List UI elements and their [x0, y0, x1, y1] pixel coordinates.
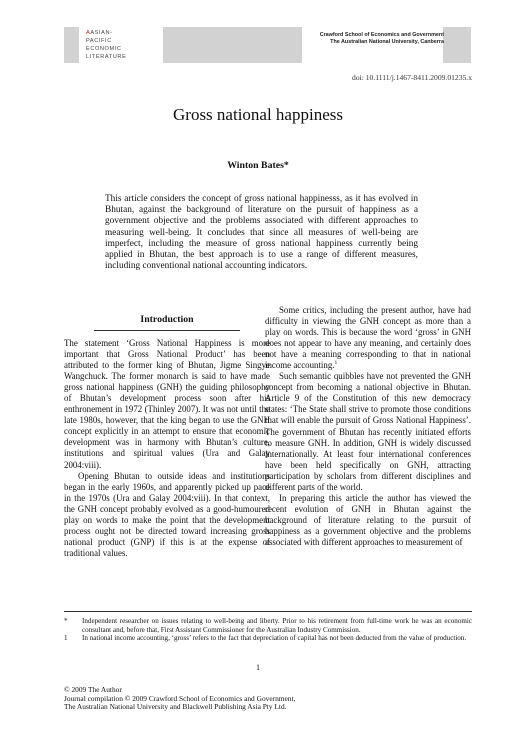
right-paragraph-2: Such semantic quibbles have not prevented the GNH concept from becoming a national objective in Bhutan. Article 9 of the Constitution of this new democracy states: ‘The State shall strive to promote those conditions that will enable the pursuit of Gross National Happiness’. The government of Bhutan has recently initiated efforts to measure GNH. In addition, GNH is widely discussed internationally. At least four international conferences have been held specifically on GNH, attracting participation by scholars from different disciplines and different parts of the world.: [265, 371, 471, 492]
publisher-line-2: The Australian National University, Canberra: [330, 39, 444, 45]
footnotes: [64, 617, 472, 643]
logo-line-4: LITERATURE: [86, 54, 127, 60]
footnote-mark: 1: [64, 634, 68, 643]
journal-logo: [86, 29, 126, 61]
logo-line-1: ASIAN-: [90, 30, 113, 36]
left-column: [64, 338, 270, 559]
footnote-mark: *: [64, 617, 68, 625]
footnote-rule: [64, 611, 472, 612]
footnote-author: [64, 617, 472, 634]
abstract: This article considers the concept of gross national happinesss, as it has evolved in Bhutan, against the background of literature on the pursuit of happiness as a government objective and the problems associated with different approaches to measuring well-being. It concludes that since all measures of well-being are imperfect, including the measure of gross national happiness currently being applied in Bhutan, the best approach is to use a range of different measures, including conventional national accounting indicators.: [105, 194, 418, 272]
publisher-line-1: Crawford School of Economics and Government: [319, 32, 444, 38]
logo-line-2: PACIFIC: [86, 38, 112, 44]
logo-initial-a: A: [86, 30, 91, 36]
right-column: [265, 305, 471, 548]
intro-paragraph-1: The statement ‘Gross National Happiness is more important that Gross National Product’ has been attributed to the former king of Bhutan, Jigme Singye Wangchuck. The former monarch is said to have made gross national happiness (GNH) the guiding philosophy of Bhutan’s development process soon after his enthronement in 1972 (Thinley 2007). It was not until the late 1980s, however, that the king began to use the GNH concept explicitly in an attempt to ensure that economic development was in harmony with Bhutan’s culture, institutions and spiritual values (Ura and Galay 2004:viii).: [64, 338, 270, 470]
intro-paragraph-2: Opening Bhutan to outside ideas and institutions began in the early 1960s, and apparently picked up pace in the 1970s (Ura and Galay 2004:viii). In that context, the GNH concept probably evolved as a good-humoured play on words to make the point that the development process ought not be directed toward increasing gross national product (GNP) if this is at the expense of traditional values.: [64, 470, 270, 558]
section-heading-rule: [94, 330, 240, 331]
copyright-line-2: Journal compilation © 2009 Crawford School of Economics and Government,: [64, 693, 296, 703]
right-paragraph-1: [265, 305, 471, 371]
copyright-footer: [64, 686, 295, 712]
right-paragraph-1-text: Some critics, including the present author, have had difficulty in viewing the GNH concept as more than a play on words. This is because the word ‘gross’ in GNH does not appear to have any meaning, and certainly does not have a meaning corresponding to that in national income accounting.: [265, 305, 471, 371]
right-paragraph-3: In preparing this article the author has viewed the recent evolution of GNH in Bhutan against the background of literature relating to the pursuit of happiness as a government objective and the problems associated with different approaches to measurement of: [265, 492, 471, 547]
page-number: 1: [256, 663, 260, 672]
section-heading-introduction: Introduction: [140, 314, 194, 325]
copyright-line-1: © 2009 The Author: [64, 685, 122, 694]
footnote-text: Independent researcher on issues relating to well-being and liberty. Prior to his retirement from full-time work he was an economic consultant and, before that, First Assistant Commissioner for the Australian Industry Commission.: [82, 617, 472, 634]
footnote-1: [64, 634, 472, 643]
footnote-text: In national income accounting, ‘gross’ refers to the fact that depreciation of capital has not been deducted from the value of production.: [82, 634, 467, 643]
logo-line-3: ECONOMIC: [86, 46, 122, 52]
doi-link[interactable]: doi: 10.1111/j.1467-8411.2009.01235.x: [352, 73, 472, 82]
article-author: Winton Bates*: [227, 160, 289, 171]
copyright-line-3: The Australian National University and Blackwell Publishing Asia Pty Ltd.: [64, 702, 287, 712]
footnote-ref-1[interactable]: 1: [334, 360, 338, 367]
article-title: Gross national happiness: [173, 105, 343, 124]
publisher-info: [320, 32, 444, 46]
